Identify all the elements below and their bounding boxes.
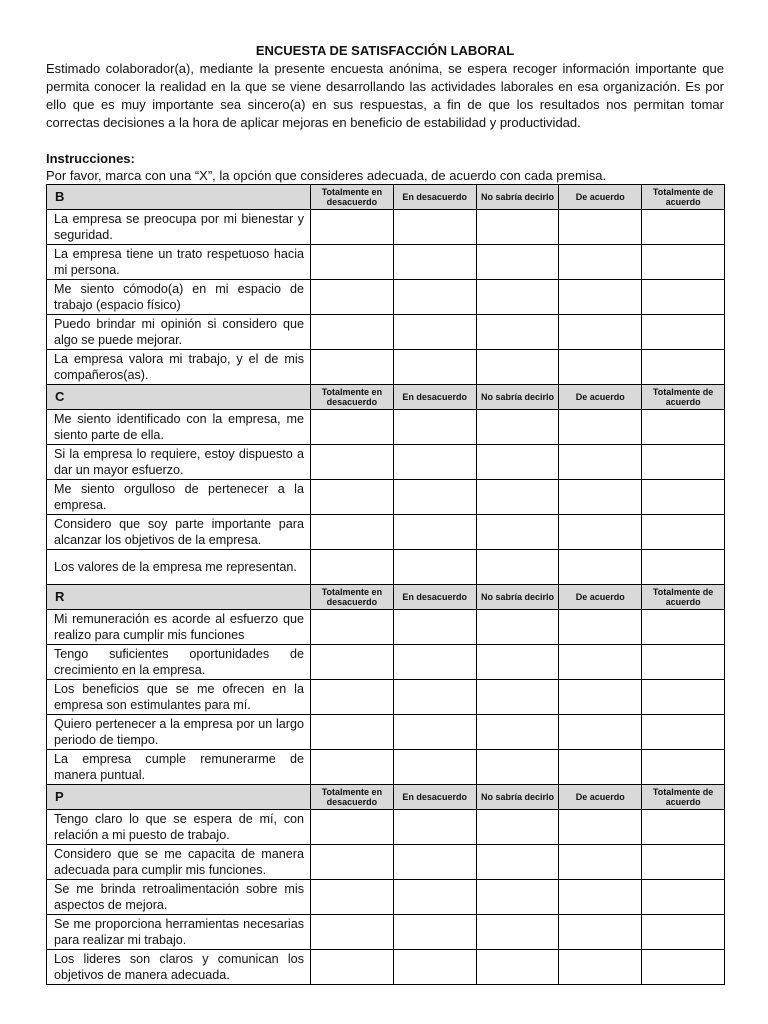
premise-text: Los valores de la empresa me representan.: [47, 550, 311, 585]
answer-cell[interactable]: [393, 680, 476, 715]
option-header: Totalmente de acuerdo: [642, 185, 725, 210]
answer-cell[interactable]: [393, 515, 476, 550]
answer-cell[interactable]: [559, 610, 642, 645]
section-label: B: [47, 185, 311, 210]
answer-cell[interactable]: [393, 280, 476, 315]
premise-text: Considero que se me capacita de manera adecuada para cumplir mis funciones.: [47, 845, 311, 880]
premise-text: Considero que soy parte importante para alcanzar los objetivos de la empresa.: [47, 515, 311, 550]
answer-cell[interactable]: [559, 550, 642, 585]
section-label: C: [47, 385, 311, 410]
answer-cell[interactable]: [393, 845, 476, 880]
answer-cell[interactable]: [559, 515, 642, 550]
premise-row: [47, 845, 725, 880]
premise-row: [47, 410, 725, 445]
premise-row: [47, 515, 725, 550]
answer-cell[interactable]: [393, 210, 476, 245]
section-header-row: [47, 385, 725, 410]
premise-text: Tengo suficientes oportunidades de crecimiento en la empresa.: [47, 645, 311, 680]
premise-text: Me siento cómodo(a) en mi espacio de trabajo (espacio físico): [47, 280, 311, 315]
answer-cell[interactable]: [642, 845, 725, 880]
answer-cell[interactable]: [559, 950, 642, 985]
premise-row: [47, 350, 725, 385]
answer-cell[interactable]: [476, 880, 559, 915]
option-header: No sabría decirlo: [476, 585, 559, 610]
answer-cell[interactable]: [476, 680, 559, 715]
premise-text: Me siento orgulloso de pertenecer a la empresa.: [47, 480, 311, 515]
option-header: Totalmente en desacuerdo: [311, 185, 394, 210]
answer-cell[interactable]: [393, 645, 476, 680]
answer-cell[interactable]: [311, 750, 394, 785]
answer-cell[interactable]: [393, 715, 476, 750]
premise-text: Se me proporciona herramientas necesarias para realizar mi trabajo.: [47, 915, 311, 950]
answer-cell[interactable]: [393, 810, 476, 845]
premise-text: Me siento identificado con la empresa, me siento parte de ella.: [47, 410, 311, 445]
premise-text: La empresa tiene un trato respetuoso hacia mi persona.: [47, 245, 311, 280]
answer-cell[interactable]: [476, 610, 559, 645]
premise-text: Tengo claro lo que se espera de mí, con relación a mi puesto de trabajo.: [47, 810, 311, 845]
premise-text: Si la empresa lo requiere, estoy dispuesto a dar un mayor esfuerzo.: [47, 445, 311, 480]
answer-cell[interactable]: [642, 515, 725, 550]
premise-row: [47, 645, 725, 680]
answer-cell[interactable]: [393, 315, 476, 350]
premise-text: Puedo brindar mi opinión si considero que algo se puede mejorar.: [47, 315, 311, 350]
answer-cell[interactable]: [311, 715, 394, 750]
option-header: De acuerdo: [559, 185, 642, 210]
answer-cell[interactable]: [559, 915, 642, 950]
answer-cell[interactable]: [642, 315, 725, 350]
answer-cell[interactable]: [393, 480, 476, 515]
premise-text: Los beneficios que se me ofrecen en la empresa son estimulantes para mí.: [47, 680, 311, 715]
answer-cell[interactable]: [642, 245, 725, 280]
premise-row: [47, 210, 725, 245]
answer-cell[interactable]: [476, 950, 559, 985]
answer-cell[interactable]: [559, 645, 642, 680]
section-header-row: [47, 785, 725, 810]
option-header: En desacuerdo: [393, 785, 476, 810]
answer-cell[interactable]: [311, 680, 394, 715]
premise-row: [47, 880, 725, 915]
option-header: De acuerdo: [559, 385, 642, 410]
answer-cell[interactable]: [311, 645, 394, 680]
answer-cell[interactable]: [311, 480, 394, 515]
option-header: No sabría decirlo: [476, 185, 559, 210]
option-header: Totalmente en desacuerdo: [311, 785, 394, 810]
answer-cell[interactable]: [642, 210, 725, 245]
answer-cell[interactable]: [476, 315, 559, 350]
premise-text: Quiero pertenecer a la empresa por un largo periodo de tiempo.: [47, 715, 311, 750]
answer-cell[interactable]: [559, 445, 642, 480]
section-header-row: [47, 185, 725, 210]
option-header: Totalmente de acuerdo: [642, 585, 725, 610]
premise-row: [47, 315, 725, 350]
answer-cell[interactable]: [559, 280, 642, 315]
answer-cell[interactable]: [311, 610, 394, 645]
answer-cell[interactable]: [559, 480, 642, 515]
survey-page: [46, 42, 724, 985]
answer-cell[interactable]: [559, 350, 642, 385]
answer-cell[interactable]: [311, 445, 394, 480]
answer-cell[interactable]: [311, 915, 394, 950]
section-label: P: [47, 785, 311, 810]
answer-cell[interactable]: [642, 880, 725, 915]
answer-cell[interactable]: [559, 715, 642, 750]
answer-cell[interactable]: [559, 410, 642, 445]
answer-cell[interactable]: [311, 410, 394, 445]
answer-cell[interactable]: [311, 550, 394, 585]
answer-cell[interactable]: [476, 280, 559, 315]
answer-cell[interactable]: [311, 245, 394, 280]
premise-row: [47, 915, 725, 950]
option-header: De acuerdo: [559, 785, 642, 810]
answer-cell[interactable]: [476, 845, 559, 880]
answer-cell[interactable]: [559, 810, 642, 845]
answer-cell[interactable]: [559, 680, 642, 715]
option-header: En desacuerdo: [393, 185, 476, 210]
intro-paragraph: Estimado colaborador(a), mediante la presente encuesta anónima, se espera recoger información importante que permita conocer la realidad en la que se viene desarrollando las actividades laborales en esa organización. Es por ello que es muy importante sea sincero(a) en sus respuestas, a fin de que los resultados nos permitan tomar correctas decisiones a la hora de aplicar mejoras en beneficio de estabilidad y productividad.: [46, 61, 724, 130]
instructions-text: Por favor, marca con una “X”, la opción que consideres adecuada, de acuerdo con cada premisa.: [46, 168, 607, 183]
premise-row: [47, 610, 725, 645]
answer-cell[interactable]: [393, 245, 476, 280]
answer-cell[interactable]: [476, 715, 559, 750]
answer-cell[interactable]: [642, 915, 725, 950]
answer-cell[interactable]: [393, 410, 476, 445]
premise-row: [47, 950, 725, 985]
option-header: En desacuerdo: [393, 385, 476, 410]
answer-cell[interactable]: [311, 210, 394, 245]
answer-cell[interactable]: [642, 715, 725, 750]
premise-row: [47, 280, 725, 315]
answer-cell[interactable]: [642, 645, 725, 680]
premise-row: [47, 680, 725, 715]
answer-cell[interactable]: [476, 645, 559, 680]
answer-cell[interactable]: [311, 845, 394, 880]
answer-cell[interactable]: [642, 280, 725, 315]
answer-cell[interactable]: [476, 550, 559, 585]
answer-cell[interactable]: [476, 810, 559, 845]
answer-cell[interactable]: [642, 350, 725, 385]
answer-cell[interactable]: [642, 810, 725, 845]
premise-text: La empresa se preocupa por mi bienestar y seguridad.: [47, 210, 311, 245]
premise-text: Se me brinda retroalimentación sobre mis aspectos de mejora.: [47, 880, 311, 915]
answer-cell[interactable]: [476, 445, 559, 480]
premise-text: Los lideres son claros y comunican los objetivos de manera adecuada.: [47, 950, 311, 985]
premise-text: La empresa cumple remunerarme de manera puntual.: [47, 750, 311, 785]
answer-cell[interactable]: [393, 915, 476, 950]
option-header: Totalmente de acuerdo: [642, 785, 725, 810]
answer-cell[interactable]: [559, 880, 642, 915]
option-header: No sabría decirlo: [476, 785, 559, 810]
answer-cell[interactable]: [476, 210, 559, 245]
answer-cell[interactable]: [476, 515, 559, 550]
document-title: ENCUESTA DE SATISFACCIÓN LABORAL: [255, 43, 515, 58]
answer-cell[interactable]: [642, 410, 725, 445]
answer-cell[interactable]: [393, 750, 476, 785]
answer-cell[interactable]: [393, 950, 476, 985]
premise-row: [47, 810, 725, 845]
premise-row: [47, 715, 725, 750]
answer-cell[interactable]: [476, 245, 559, 280]
option-header: Totalmente en desacuerdo: [311, 585, 394, 610]
answer-cell[interactable]: [393, 610, 476, 645]
option-header: Totalmente en desacuerdo: [311, 385, 394, 410]
answer-cell[interactable]: [642, 610, 725, 645]
premise-row: [47, 480, 725, 515]
answer-cell[interactable]: [642, 445, 725, 480]
premise-row: [47, 245, 725, 280]
answer-cell[interactable]: [642, 480, 725, 515]
answer-cell[interactable]: [393, 550, 476, 585]
answer-cell[interactable]: [476, 750, 559, 785]
answer-cell[interactable]: [311, 810, 394, 845]
answer-cell[interactable]: [642, 550, 725, 585]
answer-cell[interactable]: [476, 480, 559, 515]
answer-cell[interactable]: [559, 750, 642, 785]
answer-cell[interactable]: [393, 350, 476, 385]
option-header: No sabría decirlo: [476, 385, 559, 410]
answer-cell[interactable]: [311, 515, 394, 550]
answer-cell[interactable]: [642, 750, 725, 785]
premise-row: [47, 445, 725, 480]
answer-cell[interactable]: [311, 950, 394, 985]
answer-cell[interactable]: [559, 210, 642, 245]
answer-cell[interactable]: [476, 915, 559, 950]
premise-row: [47, 550, 725, 585]
premise-text: La empresa valora mi trabajo, y el de mis compañeros(as).: [47, 350, 311, 385]
answer-cell[interactable]: [311, 315, 394, 350]
answer-cell[interactable]: [559, 245, 642, 280]
answer-cell[interactable]: [311, 280, 394, 315]
option-header: En desacuerdo: [393, 585, 476, 610]
answer-cell[interactable]: [476, 350, 559, 385]
answer-cell[interactable]: [311, 350, 394, 385]
answer-cell[interactable]: [311, 880, 394, 915]
option-header: De acuerdo: [559, 585, 642, 610]
answer-cell[interactable]: [393, 445, 476, 480]
section-label: R: [47, 585, 311, 610]
instructions-title: Instrucciones:: [46, 151, 135, 166]
answer-cell[interactable]: [559, 315, 642, 350]
section-header-row: [47, 585, 725, 610]
option-header: Totalmente de acuerdo: [642, 385, 725, 410]
answer-cell[interactable]: [476, 410, 559, 445]
answer-cell[interactable]: [559, 845, 642, 880]
survey-table: [46, 184, 725, 985]
premise-row: [47, 750, 725, 785]
premise-text: Mi remuneración es acorde al esfuerzo que realizo para cumplir mis funciones: [47, 610, 311, 645]
answer-cell[interactable]: [642, 950, 725, 985]
answer-cell[interactable]: [642, 680, 725, 715]
answer-cell[interactable]: [393, 880, 476, 915]
